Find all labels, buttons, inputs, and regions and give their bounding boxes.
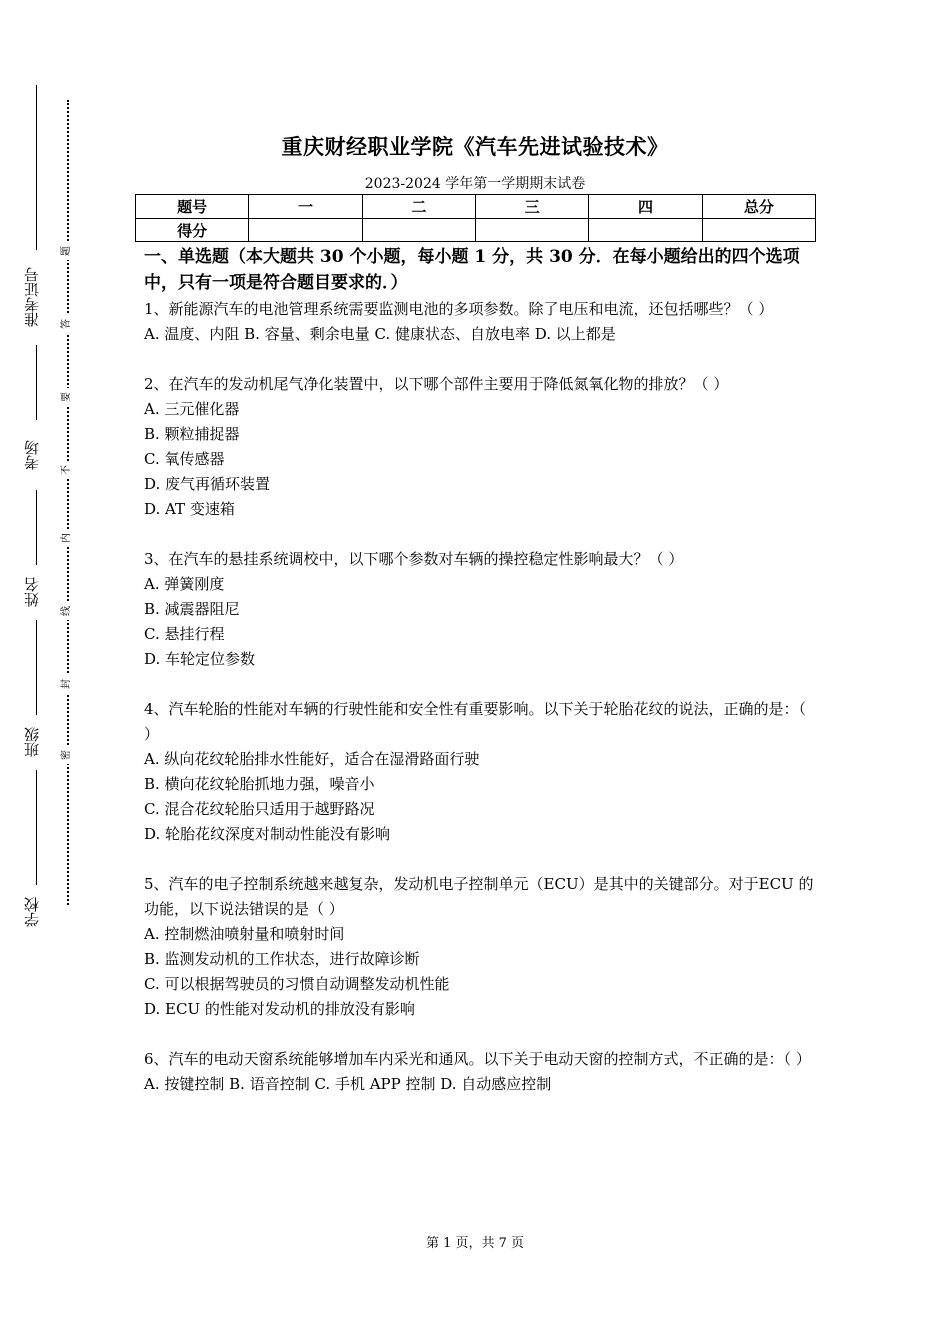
seal-char: 密: [59, 746, 75, 764]
option: D. AT 变速箱: [144, 500, 235, 518]
option: B. 监测发动机的工作状态，进行故障诊断: [144, 950, 420, 968]
score-input-cell[interactable]: [475, 219, 588, 242]
seal-char: 题: [59, 242, 75, 260]
exam-number-line: [36, 85, 37, 250]
seal-char: 要: [59, 388, 75, 406]
option: B. 减震器阻尼: [144, 600, 240, 618]
class-label: 班级: [23, 727, 41, 758]
question-1: [144, 297, 816, 347]
seal-char: 内: [59, 529, 75, 547]
score-input-cell[interactable]: [249, 219, 362, 242]
option: D. ECU 的性能对发动机的排放没有影响: [144, 1000, 415, 1018]
question-stem: 1、新能源汽车的电池管理系统需要监测电池的多项参数。除了电压和电流，还包括哪些？（ ）: [144, 300, 774, 318]
exam-title: 重庆财经职业学院《汽车先进试验技术》: [281, 134, 669, 159]
exam-number-label: 准考证号: [23, 267, 41, 328]
score-label-cell: 得分: [136, 219, 249, 242]
score-table-cell: 四: [589, 195, 702, 219]
question-options: A. 按键控制 B. 语音控制 C. 手机 APP 控制 D. 自动感应控制: [144, 1075, 552, 1093]
question-stem: 2、在汽车的发动机尾气净化装置中，以下哪个部件主要用于降低氮氧化物的排放？（ ）: [144, 375, 729, 393]
question-2: [144, 372, 816, 522]
option: A. 控制燃油喷射量和喷射时间: [144, 925, 345, 943]
option: D. 轮胎花纹深度对制动性能没有影响: [144, 825, 391, 843]
page-number: 第 1 页，共 7 页: [425, 1236, 525, 1251]
question-6: [144, 1047, 816, 1097]
seal-char: 封: [59, 675, 75, 693]
exam-room-label: 考场: [23, 440, 41, 470]
school-line: [36, 770, 37, 885]
option: C. 悬挂行程: [144, 625, 225, 643]
score-table-cell: 三: [475, 195, 588, 219]
class-line: [36, 620, 37, 715]
option: A. 三元催化器: [144, 400, 240, 418]
question-stem: 6、汽车的电动天窗系统能够增加车内采光和通风。以下关于电动天窗的控制方式，不正确的是：（ ）: [144, 1050, 811, 1068]
question-4: [144, 697, 816, 847]
option: C. 氧传感器: [144, 450, 225, 468]
score-table-cell: 二: [362, 195, 475, 219]
score-input-cell[interactable]: [589, 219, 702, 242]
option: A. 纵向花纹轮胎排水性能好，适合在湿滑路面行驶: [144, 750, 480, 768]
option: B. 颗粒捕捉器: [144, 425, 240, 443]
option: C. 混合花纹轮胎只适用于越野路况: [144, 800, 375, 818]
question-3: [144, 547, 816, 672]
score-table-cell: 题号: [136, 195, 249, 219]
question-stem: 4、汽车轮胎的性能对车辆的行驶性能和安全性有重要影响。以下关于轮胎花纹的说法，正确的是：（ ）: [144, 700, 807, 743]
student-name-label: 姓名: [23, 577, 41, 608]
option: D. 废气再循环装置: [144, 475, 271, 493]
score-table-cell: 一: [249, 195, 362, 219]
option: A. 弹簧刚度: [144, 575, 225, 593]
seal-char: 不: [59, 461, 75, 479]
score-table: [135, 194, 816, 242]
score-table-cell: 总分: [702, 195, 815, 219]
score-input-cell[interactable]: [702, 219, 815, 242]
school-label: 学校: [23, 897, 41, 928]
question-stem: 3、在汽车的悬挂系统调校中，以下哪个参数对车辆的操控稳定性影响最大？（ ）: [144, 550, 684, 568]
question-options: A. 温度、内阻 B. 容量、剩余电量 C. 健康状态、自放电率 D. 以上都是: [144, 325, 616, 343]
seal-char: 答: [59, 315, 75, 333]
exam-subtitle: 2023-2024 学年第一学期期末试卷: [364, 176, 586, 192]
score-table-score-row: [136, 219, 816, 242]
question-5: [144, 872, 816, 1022]
seal-char: 线: [59, 602, 75, 620]
exam-content: [144, 244, 816, 1097]
name-line: [36, 490, 37, 565]
question-stem: 5、汽车的电子控制系统越来越复杂，发动机电子控制单元（ECU）是其中的关键部分。对于ECU 的功能，以下说法错误的是（ ）: [144, 875, 814, 918]
option: B. 横向花纹轮胎抓地力强，噪音小: [144, 775, 375, 793]
score-input-cell[interactable]: [362, 219, 475, 242]
seal-dotted-line: [67, 100, 69, 905]
option: D. 车轮定位参数: [144, 650, 256, 668]
exam-room-line: [36, 345, 37, 420]
score-table-header-row: [136, 195, 816, 219]
section-heading: 一、单选题（本大题共 30 个小题，每小题 1 分，共 30 分．在每小题给出的四个选项中，只有一项是符合题目要求的．）: [144, 247, 800, 293]
option: C. 可以根据驾驶员的习惯自动调整发动机性能: [144, 975, 450, 993]
